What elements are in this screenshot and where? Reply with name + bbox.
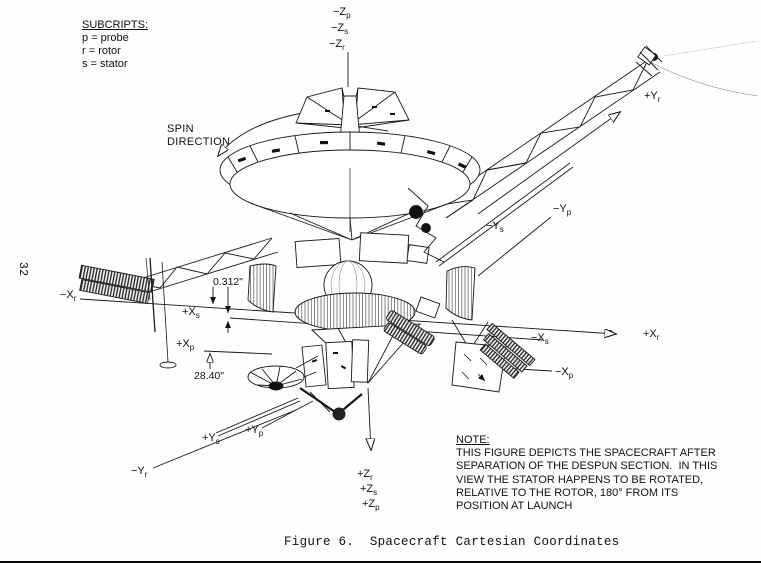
axis-label-pos-x-p: $+X_p$ <box>176 338 195 352</box>
legend-item-rotor: r = rotor <box>82 45 121 57</box>
page-number: 32 <box>16 261 31 277</box>
axis-label-neg-x-r: $-X_r$ <box>60 289 77 303</box>
note-line: SEPARATION OF THE DESPUN SECTION. IN THIS <box>456 460 718 473</box>
axis-label-pos-x-r: $+X_r$ <box>643 328 660 342</box>
scan-platform <box>380 267 535 392</box>
axis-label-pos-y-s: $+Y_s$ <box>202 432 220 446</box>
axis-label-pos-z-r: $+Z_r$ <box>357 468 373 482</box>
axis-label-neg-z-r: $-Z_r$ <box>329 38 345 52</box>
thermal-shield <box>248 264 276 312</box>
axis-label-pos-z-p: $+Z_p$ <box>362 498 380 512</box>
note-line: POSITION AT LAUNCH <box>456 500 573 513</box>
note-line: THIS FIGURE DEPICTS THE SPACECRAFT AFTER <box>456 447 716 460</box>
legend-item-stator: s = stator <box>82 58 128 70</box>
axis-label-neg-z-s: $-Z_s$ <box>331 22 349 36</box>
legend-item-probe: p = probe <box>82 32 129 44</box>
axis-label-neg-x-p: $-X_p$ <box>555 366 574 380</box>
axis-label-pos-y-r: $+Y_r$ <box>644 90 661 104</box>
figure-note <box>456 434 744 513</box>
figure-caption: Figure 6. Spacecraft Cartesian Coordinates <box>284 535 620 549</box>
z-axis-arrow <box>368 388 371 450</box>
spin-direction-label: SPIN DIRECTION <box>167 123 231 148</box>
axis-label-neg-x-s: $-X_s$ <box>531 332 549 346</box>
axis-label-pos-y-p: $+Y_p$ <box>245 424 264 438</box>
axis-label-neg-y-p: $-Y_p$ <box>553 203 572 217</box>
relay-antenna-assembly <box>248 340 369 420</box>
axis-label-pos-x-s: $+X_s$ <box>182 306 200 320</box>
rtg-boom-left <box>77 238 278 304</box>
legend-title: SUBCRIPTS: <box>82 19 149 31</box>
note-title: NOTE: <box>456 434 490 446</box>
axis-label-neg-z-p: $-Z_p$ <box>333 6 351 20</box>
note-line: VIEW THE STATOR HAPPENS TO BE ROTATED, <box>456 473 704 486</box>
dimension-label-probe-offset: 28.40" <box>194 370 225 382</box>
axis-label-neg-y-r: $-Y_r$ <box>131 465 148 479</box>
axis-label-pos-z-s: $+Z_s$ <box>360 483 378 497</box>
high-gain-antenna-dish <box>220 132 480 240</box>
dimension-label-panel-gap: 0.312" <box>213 276 244 288</box>
subscripts-legend <box>82 19 148 71</box>
note-line: RELATIVE TO THE ROTOR, 180° FROM ITS <box>456 486 679 499</box>
axis-label-neg-y-s: $-Y_s$ <box>486 220 504 234</box>
magnetometer-boom <box>434 46 662 218</box>
